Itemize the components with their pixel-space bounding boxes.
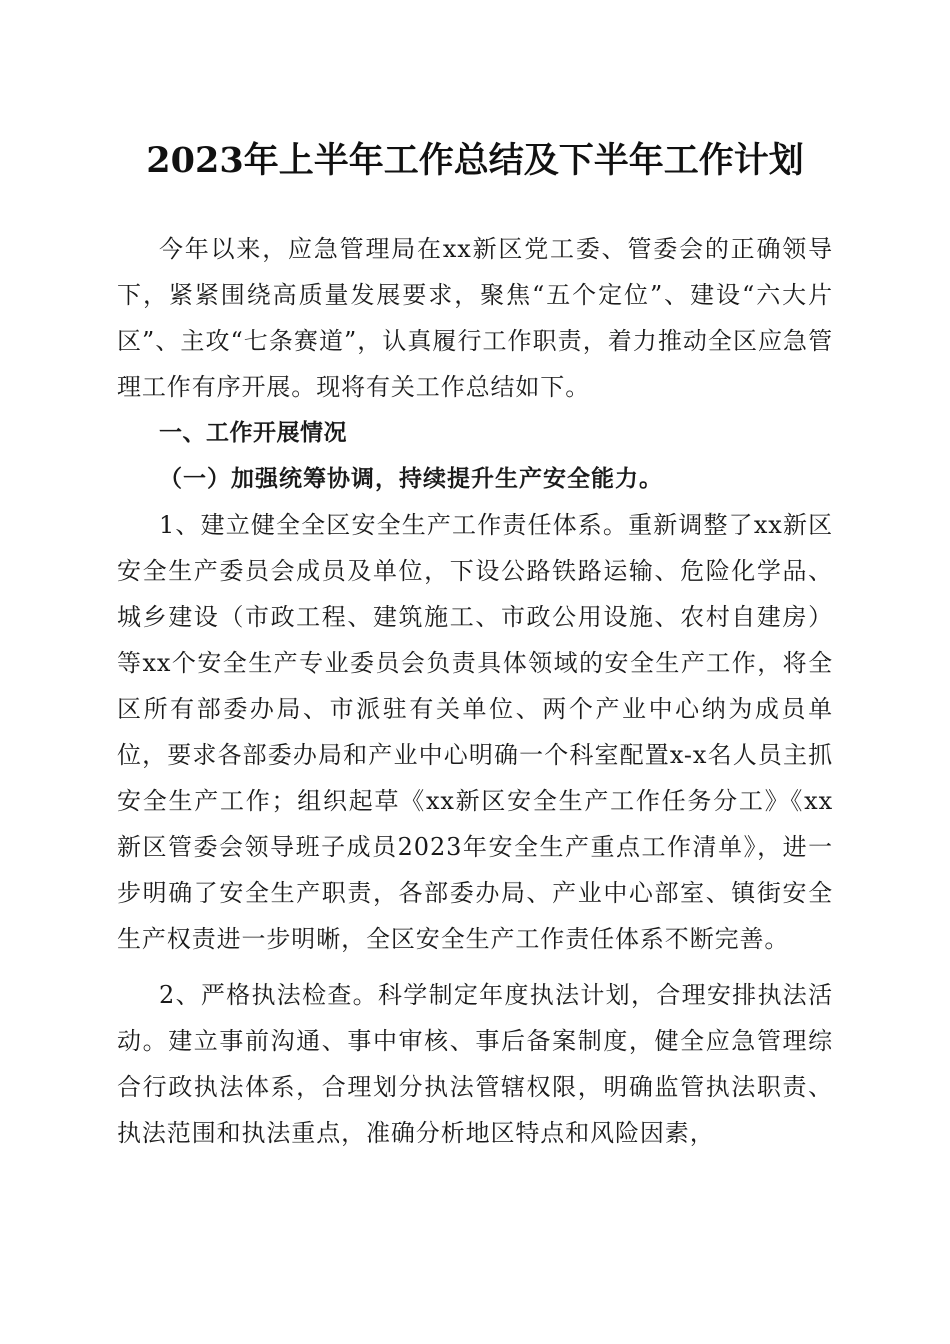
item-paragraph-2: 2、严格执法检查。科学制定年度执法计划，合理安排执法活动。建立事前沟通、事中审核、事后备案制度，健全应急管理综合行政执法体系，合理划分执法管辖权限，明确监管执法职责、执法范围和执法重点，准确分析地区特点和风险因素，: [117, 981, 833, 1147]
document-title: 2023年上半年工作总结及下半年工作计划: [146, 140, 804, 181]
paragraph-spacer: [117, 962, 833, 972]
subsection-heading: （一）加强统筹协调，持续提升生产安全能力。: [159, 465, 663, 492]
document-body: [117, 226, 833, 1156]
intro-paragraph: 今年以来，应急管理局在xx新区党工委、管委会的正确领导下，紧紧围绕高质量发展要求，聚焦“五个定位”、建设“六大片区”、主攻“七条赛道”，认真履行工作职责，着力推动全区应急管理工作有序开展。现将有关工作总结如下。: [117, 235, 833, 401]
item-paragraph-1: 1、建立健全全区安全生产工作责任体系。重新调整了xx新区安全生产委员会成员及单位，下设公路铁路运输、危险化学品、城乡建设（市政工程、建筑施工、市政公用设施、农村自建房）等xx个安全生产专业委员会负责具体领域的安全生产工作，将全区所有部委办局、市派驻有关单位、两个产业中心纳为成员单位，要求各部委办局和产业中心明确一个科室配置x-x名人员主抓安全生产工作；组织起草《xx新区安全生产工作任务分工》《xx新区管委会领导班子成员2023年安全生产重点工作清单》，进一步明确了安全生产职责，各部委办局、产业中心部室、镇街安全生产权责进一步明晰，全区安全生产工作责任体系不断完善。: [117, 511, 833, 953]
section-heading: 一、工作开展情况: [159, 420, 347, 446]
